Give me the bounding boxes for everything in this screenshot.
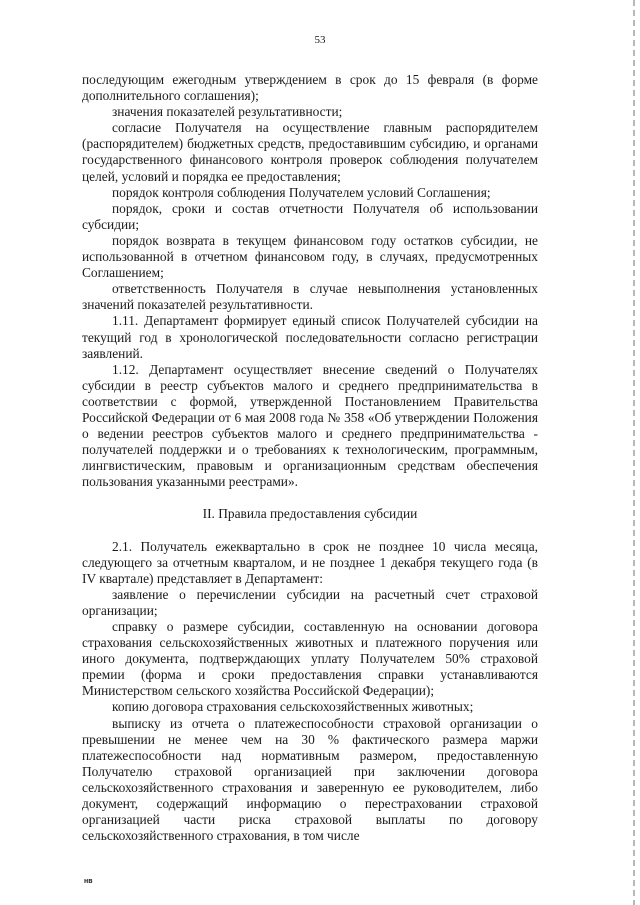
paragraph-transfer-application: заявление о перечислении субсидии на расчетный счет страховой организации; bbox=[82, 586, 538, 618]
paragraph-deadline-continuation: последующим ежегодным утверждением в срок до 15 февраля (в форме дополнительного соглашения); bbox=[82, 72, 538, 104]
paragraph-compliance-control: порядок контроля соблюдения Получателем условий Соглашения; bbox=[112, 184, 491, 200]
paragraph-recipient-liability: ответственность Получателя в случае невыполнения установленных значений показателей результативности. bbox=[82, 281, 538, 313]
paragraph-reporting-procedure: порядок, сроки и состав отчетности Получателя об использовании субсидии; bbox=[82, 200, 538, 232]
paragraph-subsidy-certificate: справку о размере субсидии, составленную на основании договора страхования сельскохозяйственных животных и платежного поручения или иного документа, подтверждающих уплату Получателем 50% страховой премии (форма и сроки предоставления справки устанавливаются Министерством сельского хозяйства Российской Федерации); bbox=[82, 619, 538, 699]
document-body bbox=[82, 72, 538, 844]
paragraph-consent-to-audits: согласие Получателя на осуществление главным распорядителем (распорядителем) бюджетных средств, предоставившим субсидию, и органами государственного финансового контроля проверок соблюдения получателем целей, условий и порядка ее предоставления; bbox=[82, 120, 538, 184]
footer-initials: нв bbox=[84, 878, 93, 885]
scan-edge-line bbox=[633, 0, 635, 905]
paragraph-performance-indicators: значения показателей результативности; bbox=[112, 104, 343, 120]
section-heading-ii: II. Правила предоставления субсидии bbox=[202, 506, 418, 522]
page-number: 53 bbox=[314, 34, 326, 46]
paragraph-solvency-extract: выписку из отчета о платежеспособности страховой организации о превышении не менее чем на 30 % фактического размера маржи платежеспособности над нормативным размером, предоставленную Получателю страховой организацией при заключении договора сельскохозяйственного страхования и заверенную ее руководителем, либо документ, содержащий информацию о перестраховании страховой организацией части риска страховой выплаты по договору сельскохозяйственного страхования, в том числе bbox=[82, 715, 538, 844]
paragraph-refund-procedure: порядок возврата в текущем финансовом году остатков субсидии, не использованной в отчетном финансовом году, в случаях, предусмотренных Соглашением; bbox=[82, 232, 538, 281]
paragraph-2-1: 2.1. Получатель ежеквартально в срок не позднее 10 числа месяца, следующего за отчетным кварталом, и не позднее 1 декабря текущего года (в IV квартале) представляет в Департамент: bbox=[82, 538, 538, 586]
paragraph-1-11: 1.11. Департамент формирует единый список Получателей субсидии на текущий год в хронологической последовательности согласно регистрации заявлений. bbox=[82, 313, 538, 361]
paragraph-1-12: 1.12. Департамент осуществляет внесение сведений о Получателях субсидии в реестр субъектов малого и среднего предпринимательства в соответствии с формой, утвержденной Постановлением Правительства Российской Федерации от 6 мая 2008 года № 358 «Об утверждении Положения о ведении реестров субъектов малого и среднего предпринимательства - получателей поддержки и о требованиях к технологическим, программным, лингвистическим, правовым и организационным средствам обеспечения пользования указанными реестрами». bbox=[82, 361, 538, 490]
paragraph-insurance-contract-copy: копию договора страхования сельскохозяйственных животных; bbox=[112, 699, 474, 715]
